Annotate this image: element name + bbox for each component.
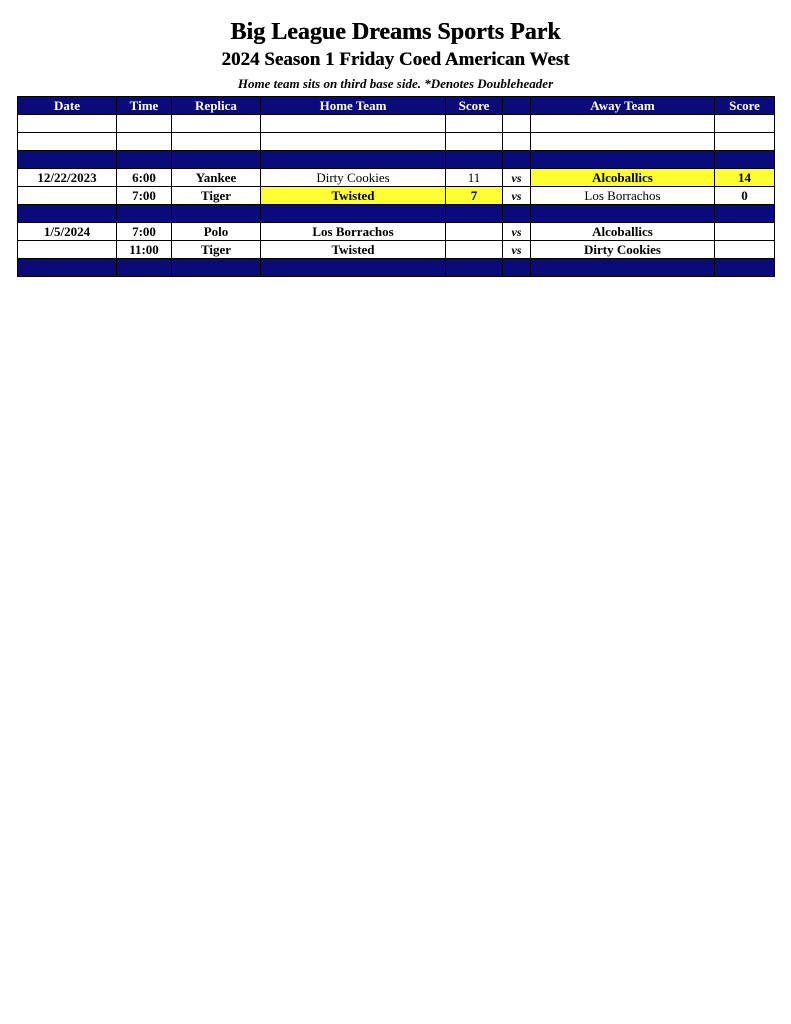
table-row — [18, 169, 775, 187]
blank-row — [18, 133, 775, 151]
vs-label: vs — [503, 223, 531, 241]
away-team: Alcoballics — [531, 223, 715, 241]
table-row — [18, 241, 775, 259]
page-title: Big League Dreams Sports Park — [230, 19, 561, 45]
blank-row — [18, 115, 775, 133]
col-header-vs — [503, 97, 531, 115]
away-team: Dirty Cookies — [531, 241, 715, 259]
week-separator-row — [18, 151, 775, 169]
col-header-replica: Replica — [172, 97, 261, 115]
col-header-date: Date — [18, 97, 117, 115]
col-header-away-team: Away Team — [531, 97, 715, 115]
col-header-away-score: Score — [715, 97, 775, 115]
home-team: Twisted — [261, 187, 446, 205]
away-team: Los Borrachos — [531, 187, 715, 205]
week-separator-row — [18, 259, 775, 277]
away-team: Alcoballics — [531, 169, 715, 187]
game-time: 6:00 — [117, 169, 172, 187]
away-score: 0 — [715, 187, 775, 205]
schedule-note: Home team sits on third base side. *Denotes Doubleheader — [237, 76, 554, 91]
week-separator-row — [18, 205, 775, 223]
game-date: 1/5/2024 — [18, 223, 117, 241]
game-date — [18, 187, 117, 205]
col-header-home-score: Score — [446, 97, 503, 115]
home-score — [446, 223, 503, 241]
away-score — [715, 241, 775, 259]
table-row — [18, 187, 775, 205]
table-header-row — [18, 97, 775, 115]
game-time: 7:00 — [117, 187, 172, 205]
home-score: 7 — [446, 187, 503, 205]
table-row — [18, 223, 775, 241]
home-score: 11 — [446, 169, 503, 187]
col-header-time: Time — [117, 97, 172, 115]
game-time: 7:00 — [117, 223, 172, 241]
game-date: 12/22/2023 — [18, 169, 117, 187]
game-replica: Yankee — [172, 169, 261, 187]
away-score: 14 — [715, 169, 775, 187]
home-team: Los Borrachos — [261, 223, 446, 241]
schedule-table — [17, 96, 775, 277]
page-subtitle: 2024 Season 1 Friday Coed American West — [221, 49, 570, 70]
vs-label: vs — [503, 169, 531, 187]
home-team: Twisted — [261, 241, 446, 259]
col-header-home-team: Home Team — [261, 97, 446, 115]
home-score — [446, 241, 503, 259]
away-score — [715, 223, 775, 241]
game-replica: Tiger — [172, 187, 261, 205]
game-time: 11:00 — [117, 241, 172, 259]
game-replica: Tiger — [172, 241, 261, 259]
vs-label: vs — [503, 187, 531, 205]
vs-label: vs — [503, 241, 531, 259]
home-team: Dirty Cookies — [261, 169, 446, 187]
game-replica: Polo — [172, 223, 261, 241]
game-date — [18, 241, 117, 259]
